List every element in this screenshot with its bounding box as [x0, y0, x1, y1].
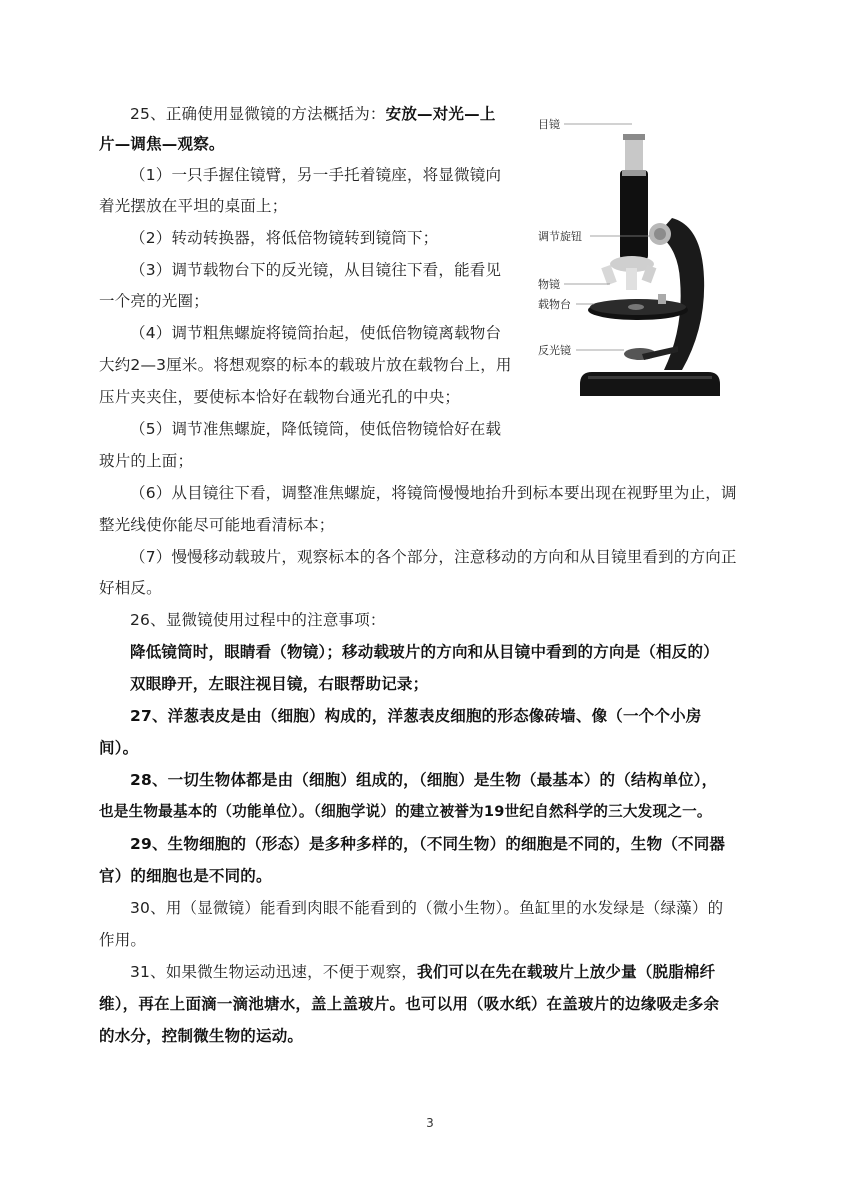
- section-31-line-2: 维），再在上面滴一滴池塘水，盖上盖玻片。也可以用（吸水纸）在盖玻片的边缘吸走多余: [99, 995, 720, 1013]
- microscope-base-highlight: [588, 376, 712, 379]
- stage-hole: [628, 304, 644, 310]
- section-25-title: [130, 104, 496, 124]
- label-mirror: 反光镜: [538, 344, 571, 357]
- step-7-line-1: （7）慢慢移动载玻片，观察标本的各个部分，注意移动的方向和从目镜里看到的方向正: [130, 548, 737, 566]
- step-6-line-2: 整光线使你能尽可能地看清标本；: [99, 516, 335, 534]
- step-1-line-1: （1）一只手握住镜臂，另一手托着镜座，将显微镜向: [130, 166, 502, 184]
- microscope-figure: [532, 108, 732, 408]
- section-26-title: 26、显微镜使用过程中的注意事项：: [130, 611, 386, 629]
- label-eyepiece: 目镜: [538, 118, 560, 131]
- tube-body: [620, 170, 648, 260]
- section-27-line-2: 间）。: [99, 739, 139, 757]
- eyepiece: [625, 138, 643, 172]
- label-objective: 物镜: [538, 278, 560, 291]
- label-knob: 调节旋钮: [538, 230, 582, 243]
- page-number: 3: [426, 1116, 434, 1130]
- step-3-line-1: （3）调节载物台下的反光镜，从目镜往下看，能看见: [130, 261, 502, 279]
- step-1-line-2: 着光摆放在平坦的桌面上；: [99, 197, 288, 215]
- step-7-line-2: 好相反。: [99, 579, 162, 597]
- tube-ring: [622, 170, 646, 176]
- section-31-line-1: [130, 962, 715, 982]
- section-25-title-bold: 安放—对光—上: [385, 105, 496, 123]
- section-30-line-1: 30、用（显微镜）能看到肉眼不能看到的（微小生物）。鱼缸里的水发绿是（绿藻）的: [130, 899, 724, 917]
- step-4-line-1: （4）调节粗焦螺旋将镜筒抬起，使低倍物镜离载物台: [130, 324, 502, 342]
- section-29-line-1: 29、生物细胞的（形态）是多种多样的，（不同生物）的细胞是不同的，生物（不同器: [130, 835, 726, 853]
- step-6-line-1: （6）从目镜往下看，调整准焦螺旋，将镜筒慢慢地抬升到标本要出现在视野里为止，调: [130, 484, 737, 502]
- section-27-line-1: 27、洋葱表皮是由（细胞）构成的，洋葱表皮细胞的形态像砖墙、像（一个个小房: [130, 707, 702, 725]
- label-stage: 载物台: [538, 298, 571, 311]
- stage-clip: [658, 294, 666, 304]
- step-5-line-1: （5）调节准焦螺旋，降低镜筒，使低倍物镜恰好在载: [130, 420, 502, 438]
- section-31-line-3: 的水分，控制微生物的运动。: [99, 1027, 304, 1045]
- section-30-line-2: 作用。: [99, 931, 147, 949]
- step-3-line-2: 一个亮的光圈；: [99, 292, 209, 310]
- eyepiece-top: [623, 134, 645, 140]
- microscope-base: [580, 372, 720, 396]
- section-29-line-2: 官）的细胞也是不同的。: [99, 867, 272, 885]
- section-28-line-1: 28、一切生物体都是由（细胞）组成的，（细胞）是生物（最基本）的（结构单位），: [130, 771, 718, 789]
- step-4-line-2: 大约2—3厘米。将想观察的标本的载玻片放在载物台上，用: [99, 356, 512, 374]
- section-25-title-cont: 片—调焦—观察。: [99, 135, 225, 153]
- step-5-line-2: 玻片的上面；: [99, 452, 194, 470]
- section-28-line-2: 也是生物最基本的（功能单位）。（细胞学说）的建立被誉为19世纪自然科学的三大发现之一。: [99, 803, 712, 820]
- focus-knob-inner: [654, 228, 666, 240]
- section-25-title-text: 25、正确使用显微镜的方法概括为：: [130, 105, 386, 123]
- step-2: （2）转动转换器，将低倍物镜转到镜筒下；: [130, 229, 439, 247]
- objective-2: [626, 268, 637, 290]
- section-26-line-2: 双眼睁开，左眼注视目镜，右眼帮助记录；: [130, 675, 429, 693]
- section-31-line-1-text: 31、如果微生物运动迅速，不便于观察，: [130, 963, 418, 981]
- section-31-line-1-bold: 我们可以在先在载玻片上放少量（脱脂棉纤: [417, 963, 716, 981]
- section-26-line-1: 降低镜筒时，眼睛看（物镜）；移动载玻片的方向和从目镜中看到的方向是（相反的）: [130, 643, 719, 661]
- step-4-line-3: 压片夹夹住，要使标本恰好在载物台通光孔的中央；: [99, 388, 461, 406]
